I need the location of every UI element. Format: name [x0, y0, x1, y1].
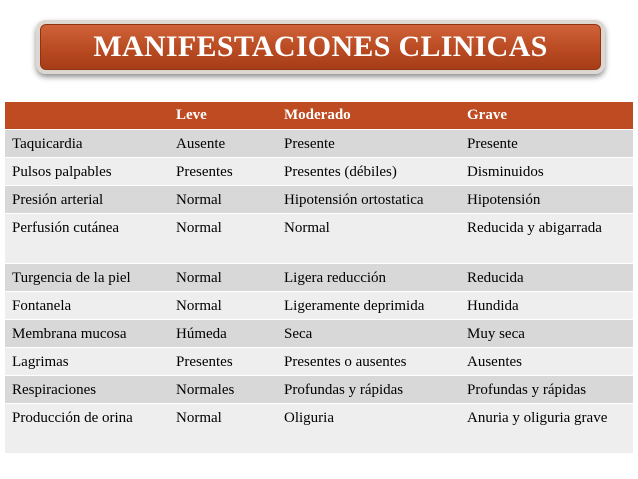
table-row [5, 129, 633, 157]
cell-grave: Hipotensión [460, 185, 633, 213]
cell-leve: Húmeda [169, 319, 277, 347]
header-cell-leve: Leve [169, 102, 277, 129]
row-label: Membrana mucosa [5, 319, 169, 347]
cell-leve: Ausente [169, 129, 277, 157]
table-row [5, 213, 633, 263]
row-label: Perfusión cutánea [5, 213, 169, 263]
cell-leve: Normal [169, 263, 277, 291]
cell-grave: Presente [460, 129, 633, 157]
table-row [5, 291, 633, 319]
cell-grave: Reducida y abigarrada [460, 213, 633, 263]
cell-moderado: Profundas y rápidas [277, 375, 460, 403]
cell-moderado: Ligera reducción [277, 263, 460, 291]
cell-grave: Disminuidos [460, 157, 633, 185]
cell-leve: Presentes [169, 157, 277, 185]
row-label: Producción de orina [5, 403, 169, 453]
row-label: Respiraciones [5, 375, 169, 403]
table-row [5, 157, 633, 185]
cell-grave: Anuria y oliguria grave [460, 403, 633, 453]
cell-moderado: Hipotensión ortostatica [277, 185, 460, 213]
cell-leve: Presentes [169, 347, 277, 375]
row-label: Taquicardia [5, 129, 169, 157]
header-cell-blank [5, 102, 169, 129]
row-label: Fontanela [5, 291, 169, 319]
cell-leve: Normales [169, 375, 277, 403]
row-label: Turgencia de la piel [5, 263, 169, 291]
table-row [5, 263, 633, 291]
cell-grave: Profundas y rápidas [460, 375, 633, 403]
clinical-table [5, 102, 633, 454]
cell-leve: Normal [169, 403, 277, 453]
cell-moderado: Seca [277, 319, 460, 347]
row-label: Lagrimas [5, 347, 169, 375]
cell-moderado: Ligeramente deprimida [277, 291, 460, 319]
title-banner [36, 20, 605, 74]
row-label: Presión arterial [5, 185, 169, 213]
cell-grave: Reducida [460, 263, 633, 291]
cell-moderado: Presente [277, 129, 460, 157]
cell-leve: Normal [169, 213, 277, 263]
cell-moderado: Oliguria [277, 403, 460, 453]
table-header-row [5, 102, 633, 129]
cell-leve: Normal [169, 185, 277, 213]
cell-moderado: Normal [277, 213, 460, 263]
cell-moderado: Presentes (débiles) [277, 157, 460, 185]
cell-grave: Ausentes [460, 347, 633, 375]
table-row [5, 185, 633, 213]
table-row [5, 403, 633, 453]
table-row [5, 347, 633, 375]
cell-moderado: Presentes o ausentes [277, 347, 460, 375]
cell-grave: Hundida [460, 291, 633, 319]
table-row [5, 375, 633, 403]
header-cell-moderado: Moderado [277, 102, 460, 129]
row-label: Pulsos palpables [5, 157, 169, 185]
cell-grave: Muy seca [460, 319, 633, 347]
cell-leve: Normal [169, 291, 277, 319]
header-cell-grave: Grave [460, 102, 633, 129]
page-title: MANIFESTACIONES CLINICAS [93, 30, 548, 63]
table-row [5, 319, 633, 347]
